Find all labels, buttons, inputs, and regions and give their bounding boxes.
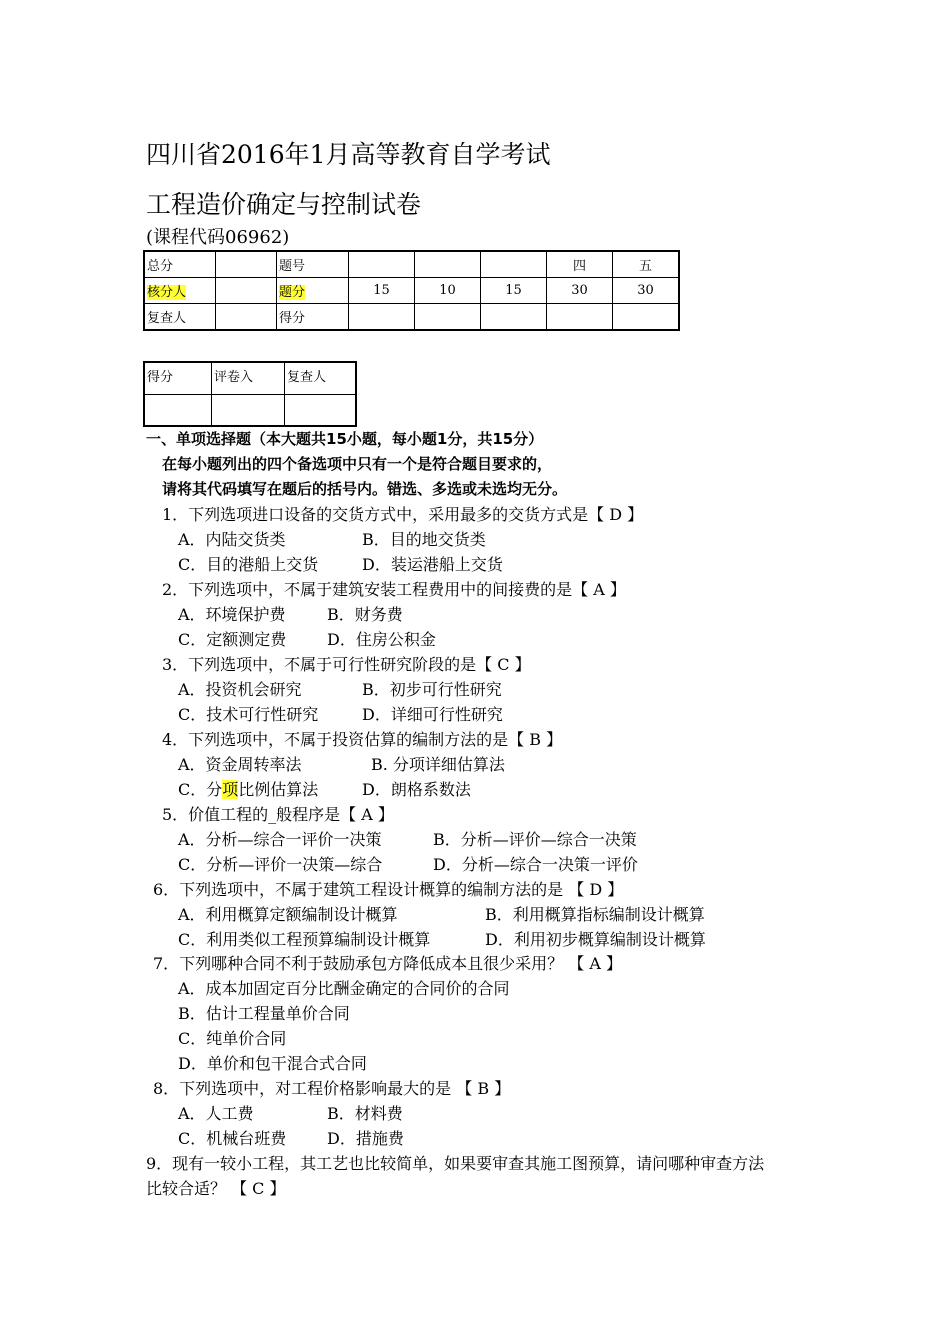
table-cell: 得分 [277,304,349,331]
table-cell [547,304,613,331]
score-table-row [144,278,679,304]
highlighted-text: 题分 [279,285,306,300]
option: C．技术可行性研究 [178,705,319,724]
option: C．利用类似工程预算编制设计概算 [178,930,431,949]
table-cell: 10 [415,278,481,304]
score-table [143,250,680,331]
highlighted-text: 项 [222,780,239,799]
table-cell [481,251,547,278]
option: D．住房公积金 [327,630,436,649]
table-cell [349,251,415,278]
table-cell: 四 [547,251,613,278]
exam-subtitle: 工程造价确定与控制试卷 [146,190,422,219]
option: B．利用概算指标编制设计概算 [485,905,705,924]
table-cell: 30 [613,278,680,304]
option: C．纯单价合同 [178,1029,287,1048]
table-cell [144,278,216,304]
question-stem: 比较合适？ 【 C 】 [146,1179,286,1198]
table-cell [144,395,212,427]
option: C．定额测定费 [178,630,287,649]
table-cell [481,304,547,331]
highlighted-text: 核分人 [147,285,187,300]
table-cell: 总分 [144,251,216,278]
option: B．目的地交货类 [362,530,486,549]
table-cell: 题号 [277,251,349,278]
question-stem: 3．下列选项中，不属于可行性研究阶段的是【 C 】 [162,655,531,674]
option: B．初步可行性研究 [362,680,502,699]
option: A．投资机会研究 [178,680,302,699]
table-cell: 复查人 [144,304,216,331]
table-cell: 15 [481,278,547,304]
option: D．装运港船上交货 [362,555,503,574]
option: A．内陆交货类 [178,530,286,549]
grader-table [143,361,357,427]
table-cell [216,251,277,278]
grader-table-header [144,362,356,395]
option: A．资金周转率法 [178,755,302,774]
score-table-row [144,251,679,278]
option: A．分析—综合一评价一决策 [178,830,382,849]
option: B．材料费 [327,1104,403,1123]
table-cell: 复查人 [285,362,357,395]
option: A．成本加固定百分比酬金确定的合同价的合同 [178,979,510,998]
option: B. 分项详细估算法 [371,755,505,774]
score-table-row [144,304,679,331]
option: A．人工费 [178,1104,254,1123]
option: B．财务费 [327,605,403,624]
section-instruction: 在每小题列出的四个备选项中只有一个是符合题目要求的， [162,455,553,473]
table-cell [285,395,357,427]
option-text: 比例估算法 [238,780,319,799]
question-stem: 8．下列选项中，对工程价格影响最大的是 【 B 】 [153,1079,511,1098]
option: D．详细可行性研究 [362,705,503,724]
exam-title: 四川省2016年1月高等教育自学考试 [146,140,551,169]
question-stem: 5．价值工程的_般程序是【 A 】 [162,805,394,824]
question-stem: 7．下列哪种合同不利于鼓励承包方降低成本且很少采用？ 【 A 】 [153,954,622,973]
option: D．利用初步概算编制设计概算 [485,930,706,949]
table-cell [212,395,285,427]
table-cell [349,304,415,331]
table-cell [415,251,481,278]
question-stem: 6．下列选项中，不属于建筑工程设计概算的编制方法的是 【 D 】 [153,880,624,899]
option: C．分析—评价一决策—综合 [178,855,383,874]
option: C．机械台班费 [178,1129,287,1148]
question-stem: 4．下列选项中，不属于投资估算的编制方法的是【 B 】 [162,730,563,749]
table-cell [415,304,481,331]
table-cell: 评卷入 [212,362,285,395]
table-cell: 30 [547,278,613,304]
option: D．措施费 [327,1129,404,1148]
table-cell [216,278,277,304]
option-text: C．分 [178,780,223,799]
section-instruction: 请将其代码填写在题后的括号内。错选、多选或未选均无分。 [162,480,568,498]
course-code: (课程代码06962) [146,227,290,248]
option: D．单价和包干混合式合同 [178,1054,367,1073]
option: A．环境保护费 [178,605,286,624]
option: D．分析—综合一决策一评价 [433,855,638,874]
question-stem: 9．现有一较小工程，其工艺也比较简单，如果要审查其施工图预算，请问哪种审查方法 [146,1154,765,1173]
table-cell [216,304,277,331]
option: B．分析—评价—综合一决策 [433,830,637,849]
option: D．朗格系数法 [362,780,471,799]
option [178,777,318,800]
option: A．利用概算定额编制设计概算 [178,905,398,924]
table-cell [277,278,349,304]
section-heading: 一、单项选择题（本大题共15小题，每小题1分，共15分） [146,430,544,448]
grader-table-row [144,395,356,427]
option: C．目的港船上交货 [178,555,319,574]
question-stem: 2．下列选项中，不属于建筑安装工程费用中的间接费的是【 A 】 [162,580,626,599]
question-stem: 1．下列选项进口设备的交货方式中，采用最多的交货方式是【 D 】 [162,505,644,524]
table-cell [613,304,680,331]
table-cell: 得分 [144,362,212,395]
table-cell: 五 [613,251,680,278]
option: B．估计工程量单价合同 [178,1004,350,1023]
table-cell: 15 [349,278,415,304]
